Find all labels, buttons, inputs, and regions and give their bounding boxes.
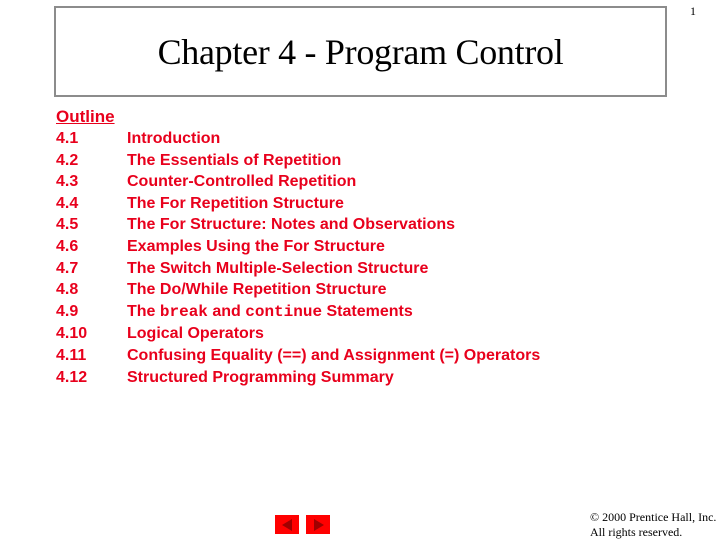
outline-item bbox=[56, 171, 540, 193]
outline-item-text bbox=[127, 150, 341, 172]
text-segment: The For Structure: Notes and Observations bbox=[127, 216, 456, 234]
copyright-line-1: © 2000 Prentice Hall, Inc. bbox=[590, 510, 717, 524]
slide-navigation bbox=[275, 515, 330, 534]
triangle-right-icon bbox=[314, 519, 324, 531]
text-segment: and bbox=[207, 302, 246, 320]
code-keyword: continue bbox=[245, 302, 323, 321]
outline-item bbox=[56, 193, 540, 215]
text-segment: Confusing Equality (==) and Assignment (=) Operators bbox=[127, 346, 541, 364]
text-segment: The Essentials of Repetition bbox=[127, 151, 342, 169]
outline-item-text bbox=[127, 301, 413, 324]
outline-item-text bbox=[127, 128, 220, 150]
outline-item bbox=[56, 258, 540, 280]
slide-title: Chapter 4 - Program Control bbox=[157, 31, 564, 72]
outline-item-number: 4.8 bbox=[56, 281, 79, 299]
outline bbox=[56, 106, 540, 388]
text-segment: Introduction bbox=[127, 130, 221, 147]
outline-item-number: 4.12 bbox=[56, 368, 88, 386]
outline-item-text bbox=[127, 193, 344, 215]
outline-heading: Outline bbox=[56, 107, 115, 126]
outline-item bbox=[56, 323, 540, 345]
outline-item-number: 4.7 bbox=[56, 259, 79, 277]
text-segment: Statements bbox=[322, 302, 413, 320]
outline-item-number: 4.1 bbox=[56, 130, 79, 147]
outline-item-number: 4.10 bbox=[56, 325, 88, 343]
outline-item-number: 4.9 bbox=[56, 302, 79, 320]
outline-item bbox=[56, 236, 540, 258]
text-segment: Logical Operators bbox=[127, 325, 264, 343]
copyright bbox=[590, 510, 716, 540]
outline-item-number: 4.11 bbox=[56, 346, 87, 364]
outline-item-number: 4.2 bbox=[56, 151, 79, 169]
previous-slide-button[interactable] bbox=[275, 515, 299, 534]
title-box bbox=[54, 6, 667, 97]
text-segment: Counter-Controlled Repetition bbox=[127, 173, 357, 191]
code-keyword: break bbox=[159, 302, 208, 321]
text-segment: The bbox=[127, 302, 160, 320]
outline-item-text bbox=[127, 258, 428, 280]
outline-item-number: 4.3 bbox=[56, 173, 79, 191]
outline-item bbox=[56, 301, 540, 324]
outline-item bbox=[56, 345, 540, 367]
copyright-line-2: All rights reserved. bbox=[590, 525, 683, 539]
outline-item bbox=[56, 367, 540, 389]
outline-item bbox=[56, 279, 540, 301]
outline-item-number: 4.4 bbox=[56, 194, 79, 212]
outline-item-text bbox=[127, 345, 540, 367]
outline-list bbox=[56, 128, 540, 388]
outline-item-text bbox=[127, 279, 387, 301]
outline-item-text bbox=[127, 214, 455, 236]
outline-item-number: 4.6 bbox=[56, 237, 79, 255]
outline-item bbox=[56, 214, 540, 236]
text-segment: The Do/While Repetition Structure bbox=[127, 281, 387, 299]
outline-item-number: 4.5 bbox=[56, 216, 79, 234]
outline-item-text bbox=[127, 323, 264, 345]
outline-item bbox=[56, 128, 540, 150]
text-segment: The Switch Multiple-Selection Structure bbox=[127, 259, 429, 277]
text-segment: The For Repetition Structure bbox=[127, 194, 344, 212]
outline-item-text bbox=[127, 367, 394, 389]
outline-item-text bbox=[127, 236, 385, 258]
text-segment: Examples Using the For Structure bbox=[127, 237, 385, 255]
outline-item bbox=[56, 150, 540, 172]
triangle-left-icon bbox=[282, 519, 292, 531]
text-segment: Structured Programming Summary bbox=[127, 368, 394, 386]
next-slide-button[interactable] bbox=[306, 515, 330, 534]
outline-item-text bbox=[127, 171, 356, 193]
slide-number: 1 bbox=[690, 4, 696, 18]
